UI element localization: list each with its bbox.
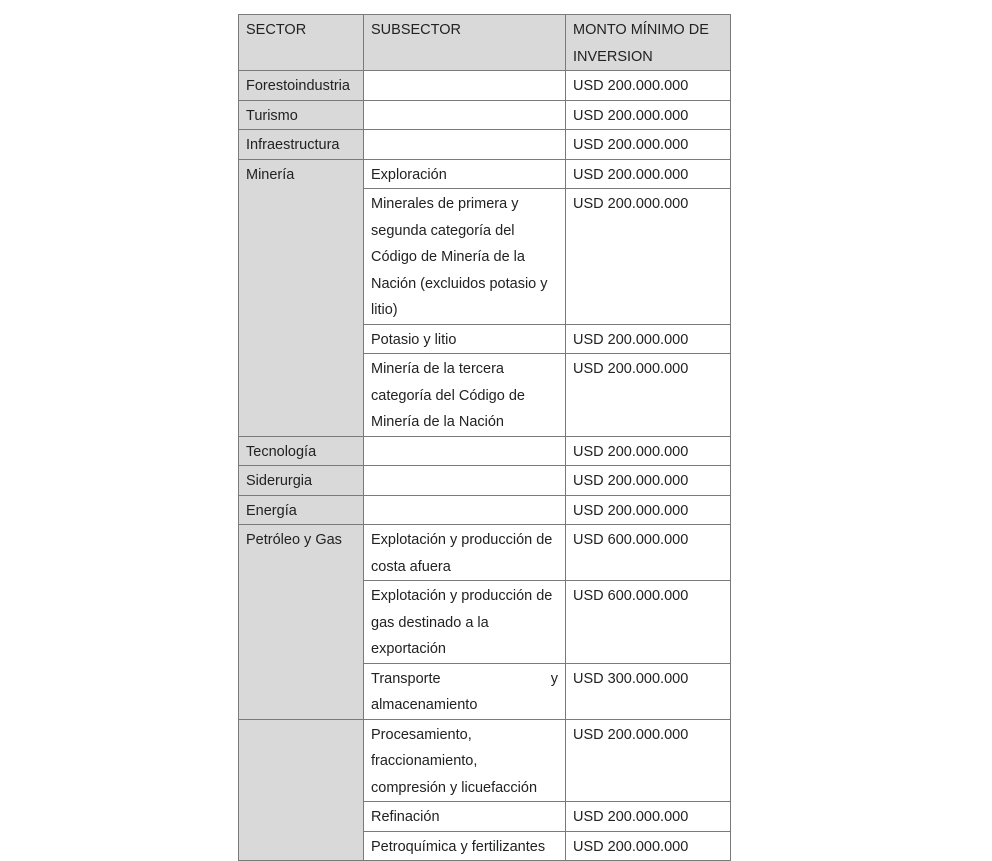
subsector-cell: Exploración: [364, 159, 566, 189]
table-row: [239, 466, 731, 496]
amount-cell: USD 200.000.000: [566, 802, 731, 832]
sector-cell-empty: [239, 719, 364, 861]
amount-cell: USD 200.000.000: [566, 495, 731, 525]
amount-cell: USD 200.000.000: [566, 189, 731, 325]
header-row: [239, 15, 731, 71]
subsector-line: compresión y licuefacción: [371, 779, 538, 796]
subsector-cell: [364, 71, 566, 101]
subsector-cell: Minería de la tercera categoría del Código de Minería de la Nación: [364, 354, 566, 437]
subsector-cell: Petroquímica y fertilizantes: [364, 831, 566, 861]
amount-cell: USD 200.000.000: [566, 354, 731, 437]
sector-cell: Minería: [239, 159, 364, 436]
subsector-cell: [364, 100, 566, 130]
sector-cell: Siderurgia: [239, 466, 364, 496]
amount-cell: USD 200.000.000: [566, 831, 731, 861]
subsector-cell: [364, 495, 566, 525]
table-row: [239, 436, 731, 466]
subsector-line: Transporte y: [371, 670, 558, 687]
table-row: [239, 159, 731, 189]
subsector-cell: [364, 436, 566, 466]
header-amount: MONTO MÍNIMO DE INVERSION: [566, 15, 731, 71]
subsector-cell: Refinación: [364, 802, 566, 832]
subsector-cell: [364, 466, 566, 496]
subsector-cell: [364, 719, 566, 802]
investment-table: [238, 14, 731, 861]
subsector-cell: Explotación y producción de gas destinado a la exportación: [364, 581, 566, 664]
subsector-cell: [364, 663, 566, 719]
table-row: [239, 719, 731, 802]
sector-cell: Infraestructura: [239, 130, 364, 160]
amount-cell: USD 200.000.000: [566, 719, 731, 802]
subsector-line: almacenamiento: [371, 697, 478, 713]
amount-cell: USD 600.000.000: [566, 525, 731, 581]
subsector-line: Procesamiento,: [371, 726, 472, 743]
amount-cell: USD 200.000.000: [566, 71, 731, 101]
sector-cell: Tecnología: [239, 436, 364, 466]
amount-cell: USD 200.000.000: [566, 159, 731, 189]
subsector-cell: Minerales de primera y segunda categoría del Código de Minería de la Nación (excluidos potasio y litio): [364, 189, 566, 325]
table-row: [239, 71, 731, 101]
subsector-cell: Potasio y litio: [364, 324, 566, 354]
sector-cell: Turismo: [239, 100, 364, 130]
amount-cell: USD 200.000.000: [566, 130, 731, 160]
amount-cell: USD 600.000.000: [566, 581, 731, 664]
subsector-cell: Explotación y producción de costa afuera: [364, 525, 566, 581]
amount-cell: USD 200.000.000: [566, 100, 731, 130]
amount-cell: USD 200.000.000: [566, 436, 731, 466]
table-row: [239, 525, 731, 581]
sector-cell: Petróleo y Gas: [239, 525, 364, 720]
table-row: [239, 495, 731, 525]
table-row: [239, 130, 731, 160]
amount-cell: USD 200.000.000: [566, 466, 731, 496]
table-row: [239, 100, 731, 130]
subsector-cell: [364, 130, 566, 160]
amount-cell: USD 200.000.000: [566, 324, 731, 354]
amount-cell: USD 300.000.000: [566, 663, 731, 719]
header-sector: SECTOR: [239, 15, 364, 71]
sector-cell: Forestoindustria: [239, 71, 364, 101]
sector-cell: Energía: [239, 495, 364, 525]
subsector-line: fraccionamiento,: [371, 753, 478, 769]
header-subsector: SUBSECTOR: [364, 15, 566, 71]
